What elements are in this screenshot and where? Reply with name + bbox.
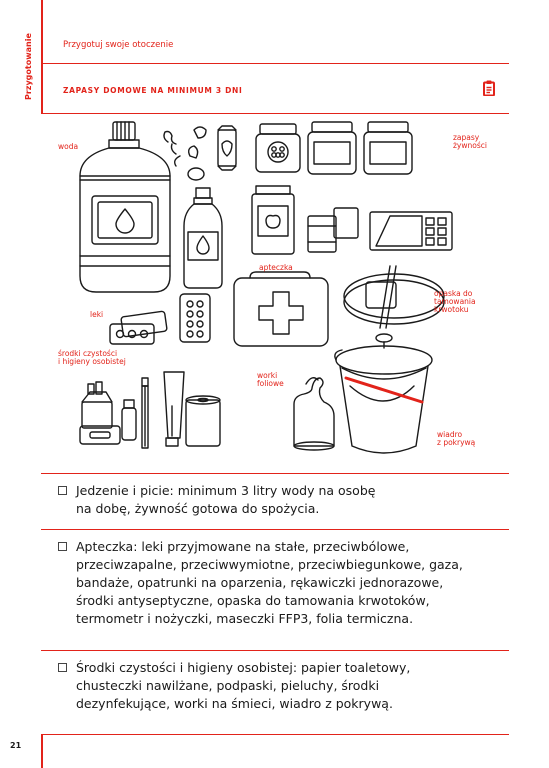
footer-divider	[41, 734, 509, 735]
food-jars-illustration	[308, 122, 412, 174]
label-woda: woda	[58, 142, 79, 151]
cans-illustration	[308, 208, 358, 252]
label-opaska: opaska do tamowania krwotoku	[434, 289, 476, 314]
label-wiadro: wiadro z pokrywą	[437, 430, 476, 447]
jar-apple-illustration	[252, 186, 294, 254]
honey-jar-illustration	[256, 124, 300, 172]
sidebar-rule-bottom	[41, 735, 43, 768]
hygiene-products-illustration	[80, 372, 220, 448]
subheader-divider	[41, 113, 509, 114]
subheader: ZAPASY DOMOWE NA MINIMUM 3 DNI	[63, 86, 243, 95]
snacks-illustration	[164, 126, 236, 180]
supplies-illustration	[50, 116, 500, 461]
first-aid-kit-illustration	[234, 272, 328, 346]
checkbox[interactable]	[58, 663, 67, 672]
label-worki: worki foliowe	[257, 371, 284, 388]
section-title: Przygotuj swoje otoczenie	[63, 40, 174, 50]
checklist-divider	[41, 529, 509, 530]
header-divider	[41, 63, 509, 64]
tourniquet-illustration	[344, 266, 444, 328]
water-jug-illustration	[80, 122, 170, 292]
checkbox[interactable]	[58, 486, 67, 495]
chocolate-illustration	[370, 212, 452, 250]
sidebar-label: Przygotowanie	[24, 33, 33, 100]
water-bottle-illustration	[184, 188, 222, 288]
checklist-divider	[41, 650, 509, 651]
checklist-item-text: Jedzenie i picie: minimum 3 litry wody na osobę na dobę, żywność gotowa do spożycia.	[76, 483, 376, 516]
clipboard-icon	[483, 80, 495, 96]
checklist-divider	[41, 473, 509, 474]
checklist-item-text: Apteczka: leki przyjmowane na stałe, przeciwbólowe, przeciwzapalne, przeciwwymiotne, przeciwbiegunkowe, gaza, bandaże, opatrunki na oparzenia, rękawiczki jednorazowe, środki antyseptyczne, opaska do tamowania krwotoków, termometr i nożyczki, maseczki FFP3, folia termiczna.	[76, 539, 463, 626]
sidebar-rule-top	[41, 0, 43, 114]
checkbox[interactable]	[58, 542, 67, 551]
label-zapasy: zapasy żywności	[453, 133, 487, 150]
label-srodki: środki czystości i higieny osobistej	[58, 349, 126, 366]
page-number: 21	[10, 741, 22, 750]
checklist-item-text: Środki czystości i higieny osobistej: papier toaletowy, chusteczki nawilżane, podpaski, pieluchy, środki dezynfekujące, worki na śmieci, wiadro z pokrywą.	[76, 660, 411, 711]
label-apteczka: apteczka	[259, 263, 293, 272]
bucket-illustration	[335, 334, 432, 453]
label-leki: leki	[90, 310, 104, 319]
pills-illustration	[110, 294, 210, 344]
garbage-bags-illustration	[294, 378, 334, 450]
